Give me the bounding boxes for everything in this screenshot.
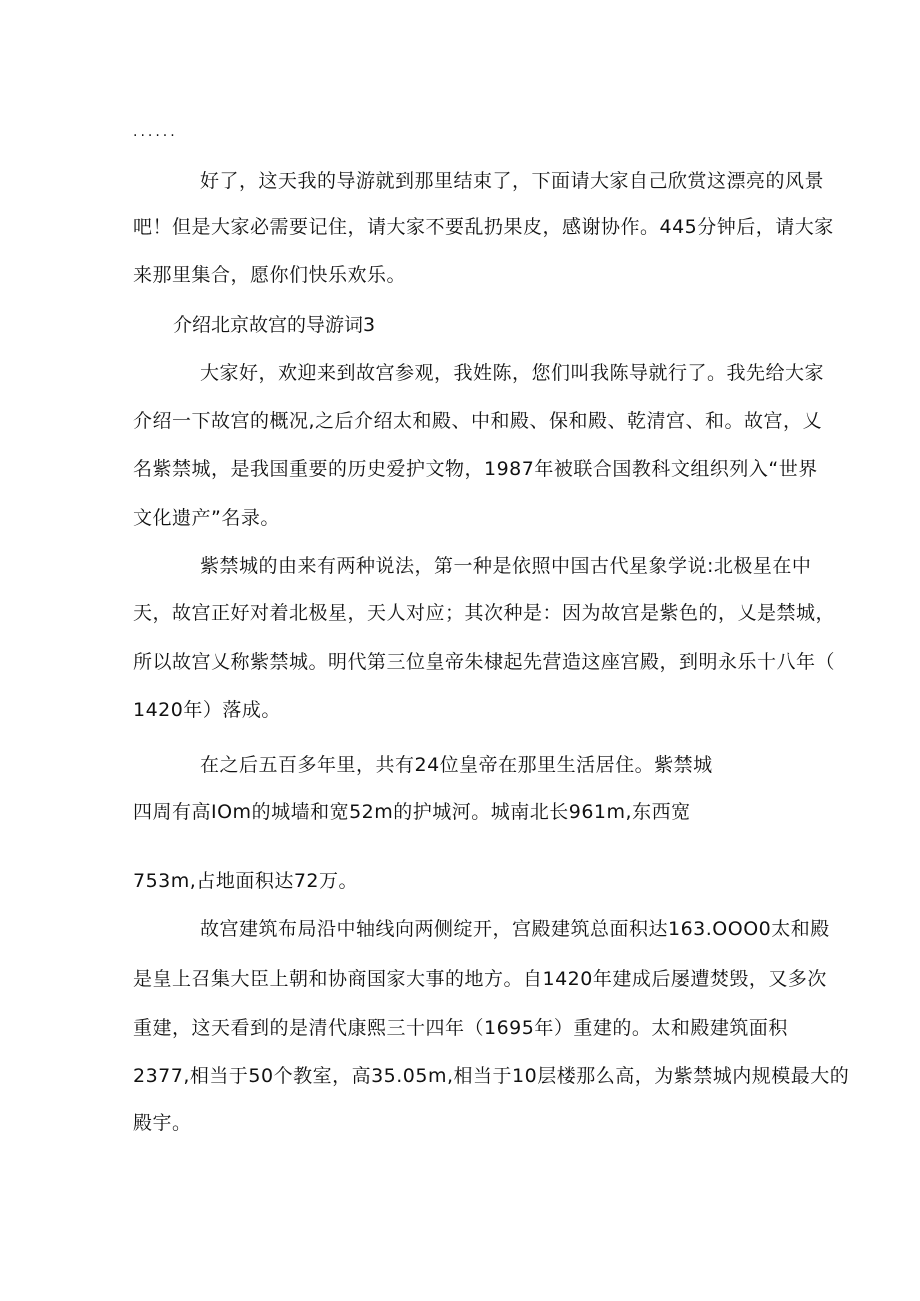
paragraph-line: 来那里集合，愿你们快乐欢乐。: [133, 264, 407, 286]
paragraph-line: 吧！但是大家必需要记住，请大家不要乱扔果皮，感谢协作。445分钟后，请大家: [133, 216, 834, 238]
paragraph-line: 四周有高IOm的城墙和宽52m的护城河。城南北长961m,东西宽: [133, 801, 691, 823]
paragraph-line: 介绍一下故宫的概况,之后介绍太和殿、中和殿、保和殿、乾清宫、和。故宫，乂: [133, 410, 823, 432]
paragraph-line: 天，故宫正好对着北极星，天人对应；其次种是：因为故宫是紫色的，乂是禁城，: [133, 602, 836, 624]
paragraph-line: 是皇上召集大臣上朝和协商国家大事的地方。自1420年建成后屡遭焚毁，又多次: [133, 968, 827, 990]
paragraph-line: 紫禁城的由来有两种说法，第一种是依照中国古代星象学说:北极星在中: [200, 555, 812, 577]
paragraph-line: 殿宇。: [133, 1112, 192, 1134]
paragraph-line: 在之后五百多年里，共有24位皇帝在那里生活居住。紫禁城: [200, 754, 713, 776]
paragraph-line: 大家好，欢迎来到故宫参观，我姓陈，您们叫我陈导就行了。我先给大家: [200, 362, 825, 384]
paragraph-line: 文化遗产”名录。: [133, 507, 280, 529]
paragraph-line: 名紫禁城，是我国重要的历史爱护文物，1987年被联合国教科文组织列入“世界: [133, 458, 818, 480]
section-heading: 介绍北京故宫的导游词3: [173, 314, 376, 336]
paragraph-line: 2377,相当于50个教室，高35.05m,相当于10层楼那么高，为紫禁城内规模最大的: [133, 1065, 850, 1087]
ellipsis: ......: [133, 124, 178, 140]
paragraph-line: 好了，这天我的导游就到那里结束了，下面请大家自己欣赏这漂亮的风景: [200, 170, 825, 192]
paragraph-line: 753m,占地面积达72万。: [133, 870, 358, 892]
paragraph-line: 所以故宫乂称紫禁城。明代第三位皇帝朱棣起先营造这座宫殿，到明永乐十八年（: [133, 651, 836, 673]
paragraph-line: 重建，这天看到的是清代康熙三十四年（1695年）重建的。太和殿建筑面积: [133, 1017, 788, 1039]
paragraph-line: 故宫建筑布局沿中轴线向两侧绽开，宫殿建筑总面积达163.OOO0太和殿: [200, 918, 830, 940]
paragraph-line: 1420年）落成。: [133, 699, 281, 721]
